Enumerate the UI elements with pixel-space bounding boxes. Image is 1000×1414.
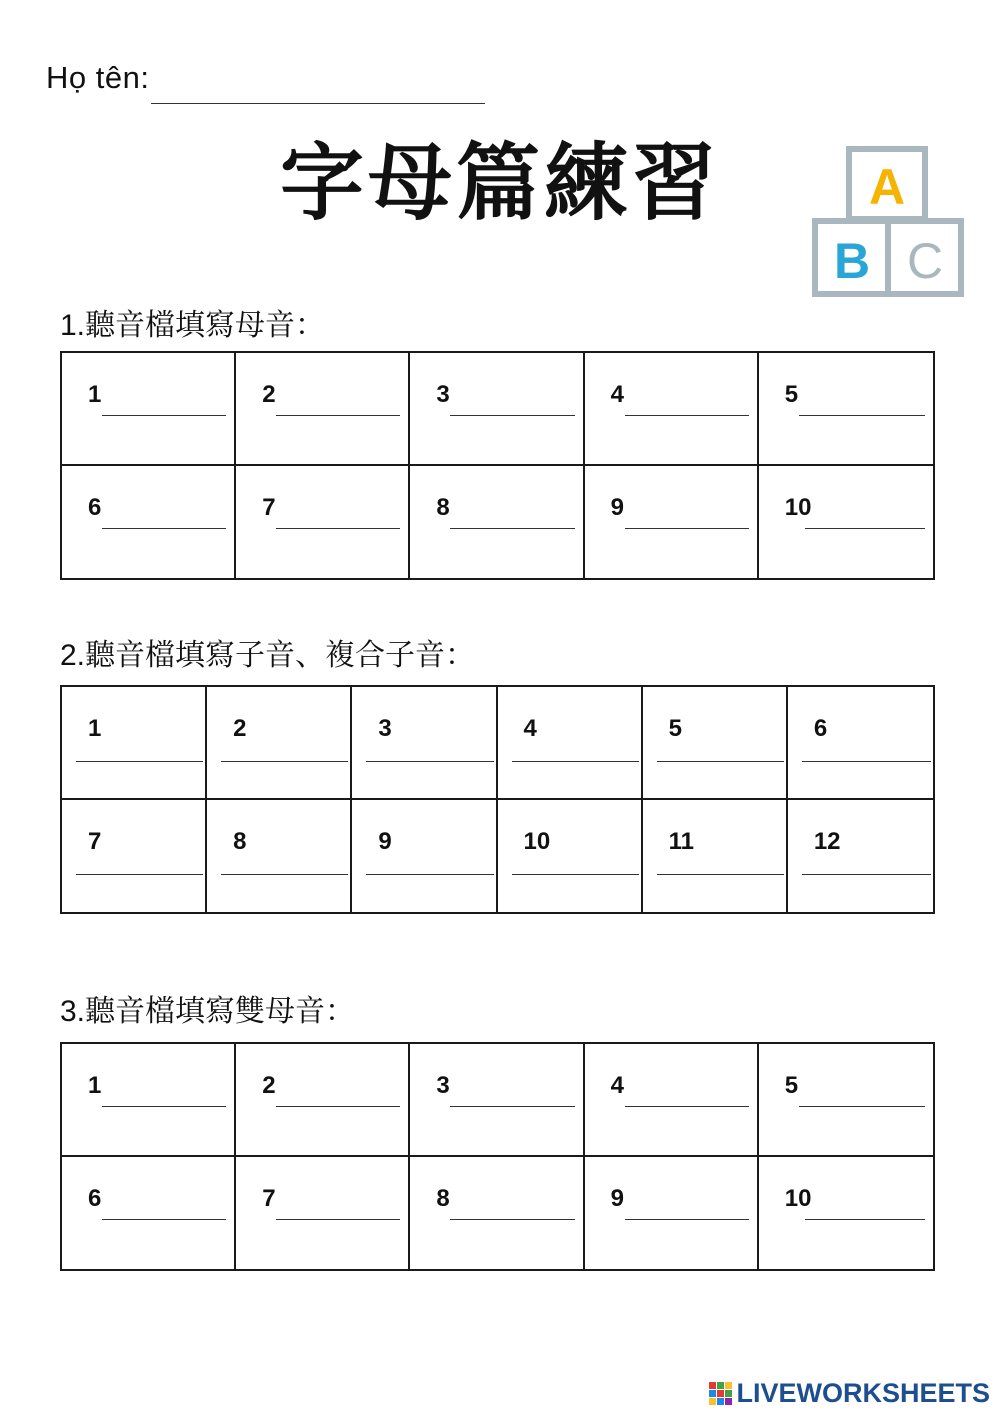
answer-number: 10 (523, 827, 551, 855)
answer-number: 6 (88, 1184, 102, 1212)
abc-blocks-icon (812, 146, 964, 298)
answer-number: 7 (88, 827, 102, 855)
answer-number: 9 (610, 493, 624, 521)
section-2-heading: 2.聽音檔填寫子音、複合子音： (60, 639, 476, 672)
answer-number: 1 (88, 381, 102, 408)
answer-number: 12 (813, 827, 841, 855)
answer-cell (62, 687, 207, 800)
answer-number: 3 (436, 1072, 450, 1099)
answer-number: 4 (523, 715, 537, 742)
answer-input-line[interactable] (625, 528, 749, 529)
footer-brand-text: LIVEWORKSHEETS (736, 1378, 990, 1408)
answer-number: 4 (610, 1072, 624, 1099)
answer-input-line[interactable] (625, 415, 749, 416)
answer-input-line[interactable] (799, 415, 925, 416)
answer-cell (643, 800, 788, 913)
answer-cell (585, 1044, 759, 1157)
answer-cell (236, 1157, 410, 1270)
answer-input-line[interactable] (450, 528, 574, 529)
answer-input-line[interactable] (221, 874, 348, 875)
section-1-heading: 1.聽音檔填寫母音： (60, 309, 326, 342)
answer-cell (585, 466, 759, 579)
answer-cell (62, 1157, 236, 1270)
answer-cell (62, 353, 236, 466)
answer-input-line[interactable] (805, 528, 925, 529)
answer-number: 1 (88, 715, 102, 742)
section-3-grid (60, 1042, 935, 1271)
abc-letter-a: A (868, 159, 906, 215)
answer-number: 7 (262, 1184, 276, 1212)
answer-input-line[interactable] (802, 761, 931, 762)
answer-input-line[interactable] (276, 1219, 400, 1220)
answer-input-line[interactable] (657, 874, 784, 875)
answer-number: 2 (233, 715, 247, 742)
footer-brand[interactable] (709, 1378, 990, 1409)
answer-number: 3 (436, 381, 450, 408)
section-1-grid (60, 351, 935, 580)
answer-number: 8 (233, 827, 247, 855)
answer-cell (62, 800, 207, 913)
answer-number: 1 (88, 1072, 102, 1099)
answer-number: 5 (784, 381, 799, 408)
answer-input-line[interactable] (799, 1106, 925, 1107)
answer-cell (410, 353, 584, 466)
answer-input-line[interactable] (102, 1219, 226, 1220)
answer-number: 5 (784, 1072, 799, 1099)
answer-number: 5 (668, 715, 683, 742)
answer-input-line[interactable] (366, 874, 493, 875)
answer-input-line[interactable] (625, 1219, 749, 1220)
name-row (46, 60, 485, 96)
answer-cell (410, 1157, 584, 1270)
answer-number: 8 (436, 1184, 450, 1212)
answer-cell (788, 687, 933, 800)
answer-number: 10 (784, 1184, 812, 1212)
answer-input-line[interactable] (802, 874, 931, 875)
answer-cell (352, 687, 497, 800)
answer-cell (759, 1044, 933, 1157)
answer-number: 8 (436, 493, 450, 521)
section-3-heading: 3.聽音檔填寫雙母音： (60, 995, 356, 1028)
answer-input-line[interactable] (102, 528, 226, 529)
section-2-grid (60, 685, 935, 914)
answer-cell (352, 800, 497, 913)
answer-cell (759, 466, 933, 579)
answer-cell (498, 687, 643, 800)
answer-input-line[interactable] (366, 761, 493, 762)
answer-cell (236, 1044, 410, 1157)
answer-input-line[interactable] (805, 1219, 925, 1220)
answer-cell (759, 1157, 933, 1270)
answer-input-line[interactable] (512, 874, 639, 875)
liveworksheets-logo-icon (709, 1382, 733, 1406)
answer-input-line[interactable] (657, 761, 784, 762)
answer-number: 2 (262, 1072, 276, 1099)
answer-cell (585, 1157, 759, 1270)
answer-number: 6 (813, 715, 828, 742)
name-label: Họ tên: (46, 60, 150, 95)
answer-cell (498, 800, 643, 913)
answer-cell (585, 353, 759, 466)
answer-cell (759, 353, 933, 466)
answer-input-line[interactable] (102, 415, 226, 416)
answer-input-line[interactable] (450, 1106, 574, 1107)
answer-number: 11 (668, 827, 695, 855)
answer-cell (643, 687, 788, 800)
answer-input-line[interactable] (276, 415, 400, 416)
answer-number: 2 (262, 381, 276, 408)
answer-number: 9 (610, 1184, 624, 1212)
answer-input-line[interactable] (76, 761, 203, 762)
page-title: 字母篇練習 (279, 133, 720, 232)
answer-cell (410, 466, 584, 579)
answer-input-line[interactable] (76, 874, 203, 875)
abc-letter-b: B (833, 233, 871, 289)
answer-input-line[interactable] (276, 1106, 400, 1107)
answer-cell (62, 466, 236, 579)
answer-input-line[interactable] (512, 761, 639, 762)
answer-input-line[interactable] (276, 528, 400, 529)
name-input-line[interactable] (151, 103, 485, 104)
answer-number: 6 (88, 493, 102, 521)
answer-cell (236, 353, 410, 466)
answer-number: 10 (784, 493, 812, 521)
answer-number: 4 (610, 381, 624, 408)
answer-number: 9 (378, 827, 392, 855)
answer-cell (788, 800, 933, 913)
answer-input-line[interactable] (450, 415, 574, 416)
answer-input-line[interactable] (102, 1106, 226, 1107)
abc-letter-c: C (906, 233, 944, 289)
answer-cell (62, 1044, 236, 1157)
answer-number: 3 (378, 715, 392, 742)
answer-input-line[interactable] (450, 1219, 574, 1220)
answer-number: 7 (262, 493, 276, 521)
answer-cell (236, 466, 410, 579)
answer-input-line[interactable] (625, 1106, 749, 1107)
answer-input-line[interactable] (221, 761, 348, 762)
answer-cell (207, 687, 352, 800)
answer-cell (410, 1044, 584, 1157)
answer-cell (207, 800, 352, 913)
